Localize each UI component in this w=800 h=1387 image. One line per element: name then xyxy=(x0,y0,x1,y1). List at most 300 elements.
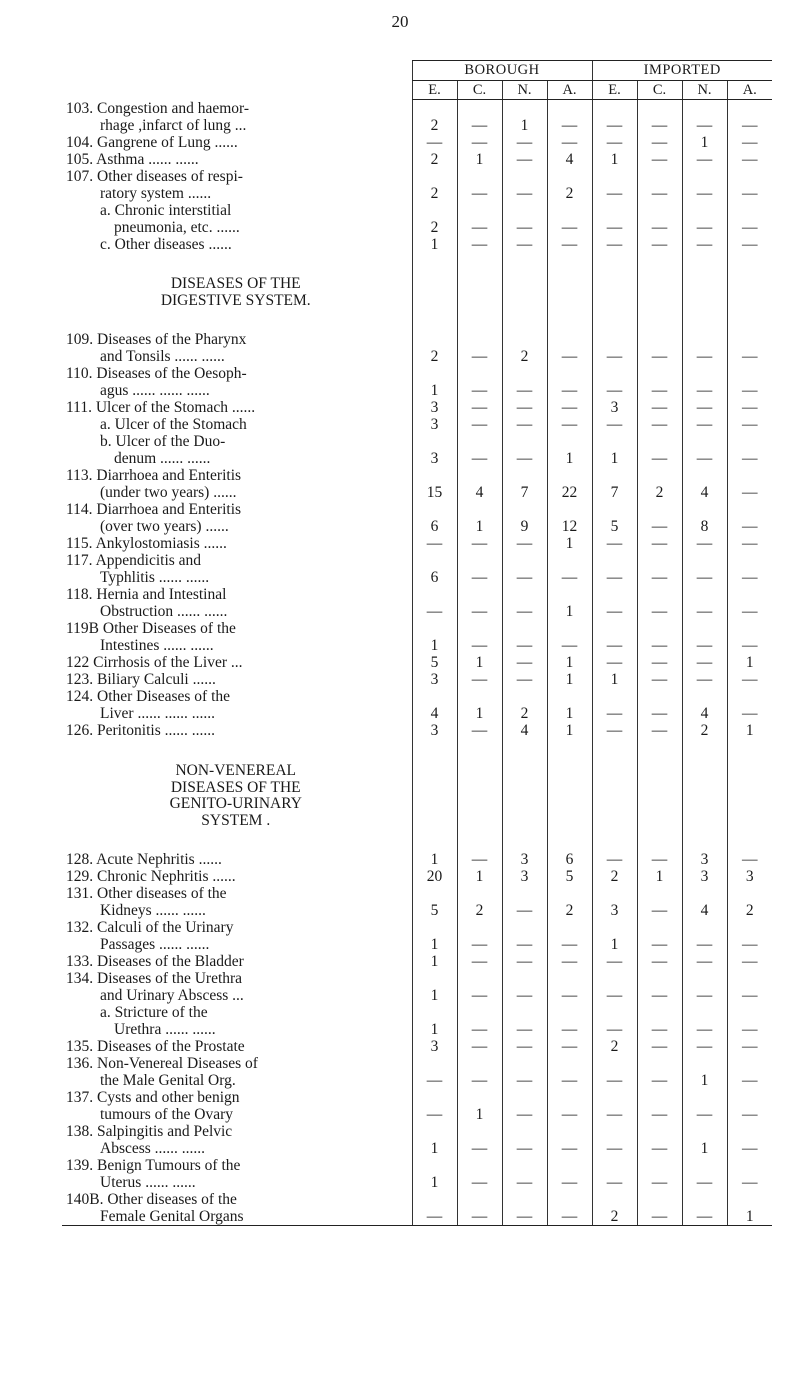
row-label-line: 126. Peritonitis ...... ...... xyxy=(66,722,215,739)
row-label-line: 133. Diseases of the Bladder xyxy=(66,953,244,970)
cell-value: — xyxy=(682,1157,727,1191)
row-label-line: 132. Calculi of the Urinary xyxy=(66,919,234,936)
header-group-imported: IMPORTED xyxy=(592,61,772,81)
cell-value: — xyxy=(502,885,547,919)
row-label xyxy=(62,1055,412,1089)
cell-value: — xyxy=(592,1004,637,1038)
row-label-line: 134. Diseases of the Urethra xyxy=(66,970,243,987)
cell-value: — xyxy=(727,1157,772,1191)
header-subcol: C. xyxy=(637,80,682,100)
header-subcol: E. xyxy=(592,80,637,100)
cell-value: — xyxy=(502,151,547,168)
cell-value: — xyxy=(592,331,637,365)
cell-value: — xyxy=(502,1038,547,1055)
cell-value: 3 xyxy=(682,851,727,868)
cell-value: — xyxy=(547,236,592,253)
cell-value: — xyxy=(457,722,502,739)
cell-value: — xyxy=(727,365,772,399)
row-label-line: (over two years) ...... xyxy=(100,517,229,535)
row-label-line: 110. Diseases of the Oesoph- xyxy=(66,365,247,382)
cell-value: — xyxy=(727,1123,772,1157)
cell-value: 3 xyxy=(502,851,547,868)
cell-value: — xyxy=(547,1055,592,1089)
cell-value: 1 xyxy=(592,671,637,688)
cell-value: — xyxy=(727,1004,772,1038)
row-label-line: 119B Other Diseases of the xyxy=(66,620,236,637)
table-row xyxy=(62,501,772,535)
row-label-line: and Tonsils ...... ...... xyxy=(100,347,225,365)
cell-value: 6 xyxy=(412,501,457,535)
cell-value: 2 xyxy=(727,885,772,919)
cell-value: 1 xyxy=(457,688,502,722)
cell-value: — xyxy=(682,654,727,671)
cell-value: — xyxy=(682,416,727,433)
cell-value: 1 xyxy=(412,1157,457,1191)
cell-value: — xyxy=(682,365,727,399)
cell-value: 1 xyxy=(412,620,457,654)
cell-value: — xyxy=(637,953,682,970)
cell-value: 3 xyxy=(412,433,457,467)
row-label xyxy=(62,535,412,552)
row-label-line: (under two years) ...... xyxy=(100,483,237,501)
cell-value: — xyxy=(592,620,637,654)
table-row xyxy=(62,151,772,168)
cell-value: — xyxy=(727,620,772,654)
cell-value: — xyxy=(457,1157,502,1191)
cell-value: — xyxy=(637,1123,682,1157)
cell-value: — xyxy=(547,100,592,135)
row-label xyxy=(62,467,412,501)
cell-value: — xyxy=(637,851,682,868)
cell-value: 4 xyxy=(457,467,502,501)
cell-value: — xyxy=(592,134,637,151)
cell-value: 1 xyxy=(592,151,637,168)
row-label xyxy=(62,134,412,151)
row-label xyxy=(62,919,412,953)
row-label-line: 138. Salpingitis and Pelvic xyxy=(66,1123,233,1140)
cell-value: — xyxy=(457,535,502,552)
cell-value: — xyxy=(637,134,682,151)
cell-value: 1 xyxy=(412,953,457,970)
table-row xyxy=(62,970,772,1004)
table-row xyxy=(62,1004,772,1038)
cell-value: — xyxy=(547,1123,592,1157)
table-row xyxy=(62,688,772,722)
cell-value: — xyxy=(592,1123,637,1157)
cell-value: — xyxy=(502,202,547,236)
cell-value: 2 xyxy=(547,168,592,202)
cell-value: — xyxy=(682,151,727,168)
cell-value: 1 xyxy=(502,100,547,135)
row-label-line: c. Other diseases ...... xyxy=(100,236,232,253)
table-row xyxy=(62,1038,772,1055)
cell-value: — xyxy=(637,1089,682,1123)
cell-value: — xyxy=(457,331,502,365)
cell-value: 6 xyxy=(412,552,457,586)
cell-value: — xyxy=(682,535,727,552)
table-row xyxy=(62,416,772,433)
cell-value: 2 xyxy=(502,331,547,365)
cell-value: — xyxy=(457,202,502,236)
cell-value: — xyxy=(592,1089,637,1123)
cell-value: — xyxy=(592,535,637,552)
cell-value: — xyxy=(547,1157,592,1191)
table-row xyxy=(62,433,772,467)
row-label-line: 104. Gangrene of Lung ...... xyxy=(66,134,238,151)
row-label-line: 105. Asthma ...... ...... xyxy=(66,151,199,168)
cell-value: 2 xyxy=(412,202,457,236)
row-label xyxy=(62,365,412,399)
row-label xyxy=(62,331,412,365)
cell-value: 2 xyxy=(412,331,457,365)
cell-value: — xyxy=(727,586,772,620)
cell-value: — xyxy=(727,1089,772,1123)
cell-value: — xyxy=(547,365,592,399)
cell-value: — xyxy=(727,501,772,535)
row-label-line: 140B. Other diseases of the xyxy=(66,1191,237,1208)
cell-value: — xyxy=(457,399,502,416)
cell-value: — xyxy=(457,1004,502,1038)
cell-value: — xyxy=(682,1004,727,1038)
cell-value: — xyxy=(457,236,502,253)
header-subcol: N. xyxy=(502,80,547,100)
cell-value: — xyxy=(547,1004,592,1038)
table-row xyxy=(62,1191,772,1226)
cell-value: — xyxy=(457,671,502,688)
row-label-line: 136. Non-Venereal Diseases of xyxy=(66,1055,258,1072)
cell-value: — xyxy=(682,552,727,586)
cell-value: — xyxy=(592,688,637,722)
cell-value: — xyxy=(637,100,682,135)
cell-value: — xyxy=(412,134,457,151)
cell-value: 5 xyxy=(592,501,637,535)
table-row xyxy=(62,654,772,671)
cell-value: 2 xyxy=(502,688,547,722)
cell-value: — xyxy=(592,100,637,135)
cell-value: — xyxy=(682,919,727,953)
cell-value: — xyxy=(592,236,637,253)
cell-value: — xyxy=(637,202,682,236)
row-label xyxy=(62,851,412,868)
cell-value: — xyxy=(637,331,682,365)
row-label-line: 117. Appendicitis and xyxy=(66,552,202,569)
section-heading: GENITO-URINARY xyxy=(169,795,302,812)
table-row xyxy=(62,586,772,620)
cell-value: — xyxy=(502,365,547,399)
cell-value: 1 xyxy=(727,654,772,671)
cell-value: 1 xyxy=(457,654,502,671)
section-heading: NON-VENEREAL xyxy=(175,762,297,779)
cell-value: — xyxy=(592,654,637,671)
cell-value: — xyxy=(727,1038,772,1055)
cell-value: 1 xyxy=(547,433,592,467)
cell-value: 5 xyxy=(547,868,592,885)
cell-value: — xyxy=(682,1038,727,1055)
table-row xyxy=(62,535,772,552)
cell-value: — xyxy=(727,399,772,416)
cell-value: 1 xyxy=(412,236,457,253)
cell-value: — xyxy=(727,970,772,1004)
row-label xyxy=(62,1157,412,1191)
cell-value: — xyxy=(682,399,727,416)
cell-value: — xyxy=(457,552,502,586)
row-label xyxy=(62,1004,412,1038)
cell-value: — xyxy=(502,1004,547,1038)
table-row xyxy=(62,953,772,970)
cell-value: — xyxy=(502,919,547,953)
cell-value: — xyxy=(637,168,682,202)
cell-value: 1 xyxy=(457,868,502,885)
cell-value: 1 xyxy=(412,1123,457,1157)
cell-value: 1 xyxy=(592,919,637,953)
cell-value: — xyxy=(502,552,547,586)
cell-value: 8 xyxy=(682,501,727,535)
cell-value: — xyxy=(637,151,682,168)
row-label-line: Kidneys ...... ...... xyxy=(100,901,206,919)
cell-value: 1 xyxy=(592,433,637,467)
row-label xyxy=(62,1123,412,1157)
row-label-line: 124. Other Diseases of the xyxy=(66,688,230,705)
row-label-line: 122 Cirrhosis of the Liver ... xyxy=(66,654,243,671)
page-number: 20 xyxy=(391,12,409,31)
row-label-line: 115. Ankylostomiasis ...... xyxy=(66,535,227,552)
cell-value: — xyxy=(547,1038,592,1055)
cell-value: — xyxy=(637,671,682,688)
section-heading-row xyxy=(62,275,772,309)
cell-value: — xyxy=(592,1157,637,1191)
cell-value: — xyxy=(727,1055,772,1089)
cell-value: — xyxy=(637,970,682,1004)
cell-value: — xyxy=(637,919,682,953)
cell-value: — xyxy=(457,851,502,868)
table-row xyxy=(62,236,772,253)
cell-value: — xyxy=(637,433,682,467)
row-label-line: Passages ...... ...... xyxy=(100,935,210,953)
cell-value: — xyxy=(727,134,772,151)
cell-value: — xyxy=(547,416,592,433)
cell-value: — xyxy=(457,620,502,654)
row-label-line: Uterus ...... ...... xyxy=(100,1173,196,1191)
cell-value: — xyxy=(637,365,682,399)
row-label-line: Typhlitis ...... ...... xyxy=(100,568,210,586)
cell-value: — xyxy=(457,970,502,1004)
cell-value: — xyxy=(637,1157,682,1191)
cell-value: 20 xyxy=(412,868,457,885)
cell-value: 3 xyxy=(682,868,727,885)
table-row xyxy=(62,868,772,885)
cell-value: 1 xyxy=(682,1123,727,1157)
cell-value: — xyxy=(682,586,727,620)
section-heading: SYSTEM . xyxy=(201,811,271,829)
cell-value: 1 xyxy=(547,586,592,620)
cell-value: — xyxy=(502,970,547,1004)
cell-value: — xyxy=(547,134,592,151)
cell-value: — xyxy=(502,1055,547,1089)
row-label-line: a. Stricture of the xyxy=(100,1004,208,1021)
cell-value: 3 xyxy=(592,399,637,416)
cell-value: 1 xyxy=(412,919,457,953)
row-label xyxy=(62,620,412,654)
cell-value: — xyxy=(727,202,772,236)
row-label xyxy=(62,1089,412,1123)
cell-value: — xyxy=(547,1089,592,1123)
cell-value: — xyxy=(637,654,682,671)
row-label-line: Obstruction ...... ...... xyxy=(100,602,228,620)
cell-value: 4 xyxy=(682,467,727,501)
cell-value: — xyxy=(637,416,682,433)
cell-value: — xyxy=(502,399,547,416)
header-subcol: N. xyxy=(682,80,727,100)
row-label-line: a. Ulcer of the Stomach xyxy=(100,416,247,433)
row-label xyxy=(62,586,412,620)
table-row xyxy=(62,620,772,654)
table-row xyxy=(62,722,772,739)
header-subcol: E. xyxy=(412,80,457,100)
cell-value: 3 xyxy=(412,722,457,739)
row-label xyxy=(62,953,412,970)
cell-value: 2 xyxy=(412,168,457,202)
cell-value: — xyxy=(412,535,457,552)
cell-value: 4 xyxy=(547,151,592,168)
header-blank xyxy=(62,61,412,81)
cell-value: — xyxy=(727,688,772,722)
cell-value: — xyxy=(457,586,502,620)
row-label-line: the Male Genital Org. xyxy=(100,1071,236,1089)
section-heading: DISEASES OF THE xyxy=(170,275,301,292)
cell-value: — xyxy=(682,671,727,688)
row-label-line: Liver ...... ...... ...... xyxy=(100,704,215,722)
cell-value: — xyxy=(457,1038,502,1055)
cell-value: — xyxy=(502,1089,547,1123)
cell-value: 2 xyxy=(412,151,457,168)
row-label xyxy=(62,236,412,253)
row-label-line: 111. Ulcer of the Stomach ...... xyxy=(66,399,256,416)
row-label xyxy=(62,868,412,885)
cell-value: 2 xyxy=(412,100,457,135)
cell-value: 1 xyxy=(412,365,457,399)
cell-value: — xyxy=(637,1191,682,1226)
table-header xyxy=(62,61,772,100)
row-label xyxy=(62,654,412,671)
cell-value: 1 xyxy=(412,1004,457,1038)
row-label xyxy=(62,688,412,722)
cell-value: — xyxy=(502,433,547,467)
cell-value: — xyxy=(682,331,727,365)
cell-value: — xyxy=(412,1191,457,1226)
cell-value: 1 xyxy=(727,1191,772,1226)
cell-value: — xyxy=(547,620,592,654)
table-row xyxy=(62,1123,772,1157)
section-heading-row xyxy=(62,761,772,829)
cell-value: 1 xyxy=(412,970,457,1004)
cell-value: 4 xyxy=(682,688,727,722)
cell-value: — xyxy=(457,1123,502,1157)
cell-value: — xyxy=(592,722,637,739)
cell-value: — xyxy=(457,919,502,953)
cell-value: 15 xyxy=(412,467,457,501)
cell-value: — xyxy=(502,535,547,552)
row-label-line: 135. Diseases of the Prostate xyxy=(66,1038,245,1055)
row-label-line: agus ...... ...... ...... xyxy=(100,381,210,399)
cell-value: — xyxy=(457,433,502,467)
section-heading: DISEASES OF THE xyxy=(170,778,301,796)
cell-value: — xyxy=(457,1055,502,1089)
row-label-line: 139. Benign Tumours of the xyxy=(66,1157,241,1174)
cell-value: 3 xyxy=(727,868,772,885)
cell-value: 1 xyxy=(457,1089,502,1123)
cell-value: — xyxy=(457,953,502,970)
header-subcol: C. xyxy=(457,80,502,100)
cell-value: — xyxy=(412,1055,457,1089)
header-subcol: A. xyxy=(727,80,772,100)
table-row xyxy=(62,671,772,688)
cell-value: 3 xyxy=(412,416,457,433)
cell-value: 4 xyxy=(682,885,727,919)
cell-value: — xyxy=(727,416,772,433)
cell-value: — xyxy=(547,953,592,970)
row-label xyxy=(62,433,412,467)
cell-value: — xyxy=(727,535,772,552)
cell-value: 2 xyxy=(457,885,502,919)
row-label-line: 118. Hernia and Intestinal xyxy=(66,586,227,603)
mortality-table xyxy=(62,60,772,1226)
cell-value: 22 xyxy=(547,467,592,501)
cell-value: — xyxy=(547,331,592,365)
row-label xyxy=(62,399,412,416)
table-row xyxy=(62,365,772,399)
cell-value: — xyxy=(637,885,682,919)
cell-value: — xyxy=(637,1038,682,1055)
cell-value: 4 xyxy=(502,722,547,739)
cell-value: 1 xyxy=(547,722,592,739)
table-row xyxy=(62,202,772,236)
cell-value: 1 xyxy=(412,851,457,868)
row-label xyxy=(62,722,412,739)
cell-value: — xyxy=(637,620,682,654)
cell-value: 2 xyxy=(592,1038,637,1055)
cell-value: — xyxy=(682,100,727,135)
cell-value: — xyxy=(547,1191,592,1226)
cell-value: — xyxy=(502,236,547,253)
cell-value: — xyxy=(502,1157,547,1191)
table-row xyxy=(62,851,772,868)
row-label-line: b. Ulcer of the Duo- xyxy=(100,433,226,450)
cell-value: — xyxy=(412,1089,457,1123)
cell-value: — xyxy=(637,722,682,739)
section-heading: DIGESTIVE SYSTEM. xyxy=(160,291,311,309)
cell-value: — xyxy=(592,1055,637,1089)
header-subcol: A. xyxy=(547,80,592,100)
cell-value: — xyxy=(592,365,637,399)
cell-value: 1 xyxy=(457,151,502,168)
cell-value: — xyxy=(727,100,772,135)
cell-value: — xyxy=(682,202,727,236)
row-label xyxy=(62,501,412,535)
cell-value: 2 xyxy=(592,868,637,885)
cell-value: 3 xyxy=(502,868,547,885)
cell-value: — xyxy=(727,168,772,202)
cell-value: 7 xyxy=(502,467,547,501)
table-row xyxy=(62,100,772,135)
cell-value: 9 xyxy=(502,501,547,535)
cell-value: — xyxy=(502,671,547,688)
row-label xyxy=(62,885,412,919)
row-label-line: Abscess ...... ...... xyxy=(100,1139,206,1157)
cell-value: — xyxy=(637,1055,682,1089)
cell-value: — xyxy=(637,688,682,722)
table-row xyxy=(62,1089,772,1123)
cell-value: 1 xyxy=(637,868,682,885)
